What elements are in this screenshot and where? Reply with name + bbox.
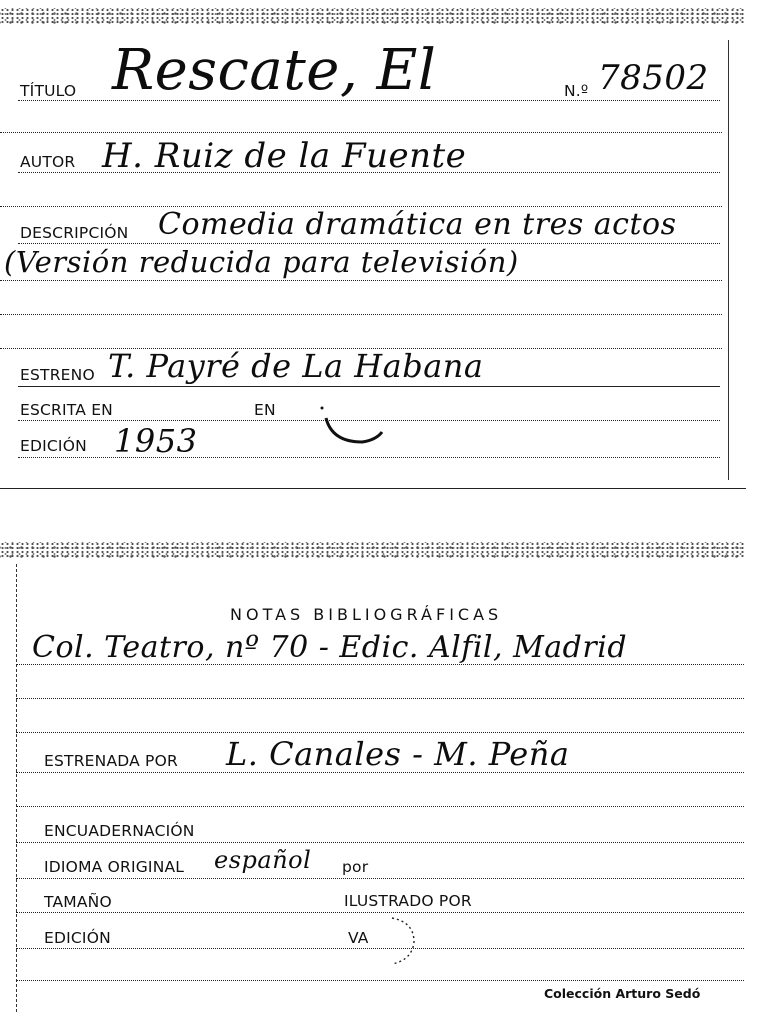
autor-label: AUTOR <box>20 153 76 171</box>
back-rule-2 <box>16 698 744 699</box>
estreno-rule <box>18 386 720 387</box>
encuadernacion-label: ENCUADERNACIÓN <box>44 822 195 840</box>
numero-value: 78502 <box>598 58 709 98</box>
estrenada-value: L. Canales - M. Peña <box>226 735 570 773</box>
descripcion-value-2: (Versión reducida para televisión) <box>4 245 519 279</box>
por-label: por <box>342 858 369 876</box>
back-edicion-rule <box>16 948 744 949</box>
back-edicion-label: EDICIÓN <box>44 929 111 947</box>
card-right-edge <box>728 40 729 480</box>
edicion-label: EDICIÓN <box>20 437 87 455</box>
ilustrado-label: ILUSTRADO POR <box>344 892 472 910</box>
estrenada-rule <box>16 772 744 773</box>
notas-value: Col. Teatro, nº 70 - Edic. Alfil, Madrid <box>32 630 628 665</box>
rule-7 <box>0 314 722 315</box>
catalog-card-front <box>0 0 759 495</box>
titulo-value: Rescate, El <box>112 38 437 103</box>
estreno-value: T. Payré de La Habana <box>108 347 484 385</box>
card-bottom-edge <box>0 488 746 489</box>
autor-rule <box>18 172 720 173</box>
card-top-edge-texture <box>0 8 745 24</box>
edicion-value: 1953 <box>114 422 198 460</box>
titulo-rule <box>18 100 720 101</box>
numero-label: N.º <box>564 82 589 100</box>
stamp-mark-back <box>356 910 426 970</box>
rule-2 <box>0 132 722 133</box>
descripcion-label: DESCRIPCIÓN <box>20 224 129 242</box>
idioma-value: español <box>214 846 312 874</box>
edicion-rule <box>18 457 720 458</box>
en-label: EN <box>254 401 276 419</box>
stamp-mark <box>310 398 390 448</box>
card-top-edge-texture-back <box>0 542 745 558</box>
back-rule-last <box>16 980 744 981</box>
idioma-rule <box>16 878 744 879</box>
encuadernacion-rule <box>16 842 744 843</box>
back-rule-3 <box>16 732 744 733</box>
descripcion-value: Comedia dramática en tres actos <box>158 207 677 242</box>
estrenada-label: ESTRENADA POR <box>44 752 178 770</box>
idioma-label: IDIOMA ORIGINAL <box>44 858 185 876</box>
escrita-label: ESCRITA EN <box>20 401 113 419</box>
autor-value: H. Ruiz de la Fuente <box>102 136 467 176</box>
collection-footer: Colección Arturo Sedó <box>544 986 701 1001</box>
descripcion-rule <box>18 243 720 244</box>
titulo-label: TÍTULO <box>20 82 77 100</box>
card-left-edge <box>16 564 17 1012</box>
estreno-label: ESTRENO <box>20 366 95 384</box>
notas-rule <box>16 664 744 665</box>
catalog-card-back <box>0 540 759 1028</box>
back-rule-5 <box>16 806 744 807</box>
notas-heading: NOTAS BIBLIOGRÁFICAS <box>230 605 503 624</box>
va-label: VA <box>348 929 369 947</box>
descripcion-rule-2 <box>0 280 722 281</box>
tamano-label: TAMAÑO <box>44 893 112 911</box>
